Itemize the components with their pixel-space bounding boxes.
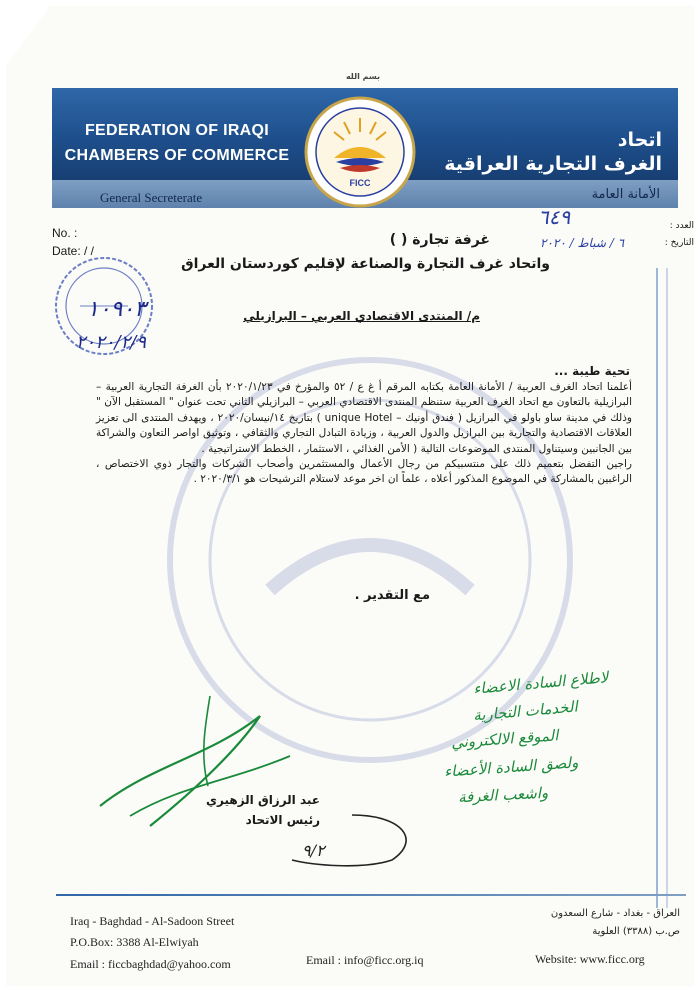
arabic-date-label: التاريخ :: [664, 238, 694, 248]
english-title: [62, 118, 292, 168]
arabic-subtitle: الأمانة العامة: [591, 187, 660, 202]
date-label: Date: / /: [52, 244, 95, 258]
english-subtitle: General Secreterate: [100, 190, 203, 205]
greeting: تحية طيبة ...: [554, 364, 630, 378]
body-paragraph-2: راجين التفضل بتعميم ذلك على منتسبيكم من رجال الأعمال والمستثمرين وأصحاب الشركات والتجار ذوي الاختصاص ، الراغبين بالمشاركة في الموضوع المذكور أعلاه ، علماً ان اخر موعد لاستلام الترشيحات هو ٢٠٢٠/٣/١ .: [96, 458, 632, 486]
right-margin-rule: [656, 268, 658, 908]
subject-line: م/ المنتدى الاقتصادي العربي – البرازيلي: [243, 309, 480, 323]
left-note-line2: ٢٠٢٠/٢/٩: [75, 332, 146, 353]
closing-line: مع التقدير .: [354, 588, 430, 603]
left-note-line1: ١٠٩٠٣: [86, 297, 146, 322]
folded-corner: [6, 6, 50, 66]
letter-body: [96, 380, 632, 488]
arabic-title-line2: الغرف التجارية العراقية: [444, 153, 662, 175]
signatory-title: رئيس الاتحاد: [245, 813, 320, 827]
arabic-number-label: العدد :: [669, 221, 694, 231]
footer-english-pobox: P.O.Box: 3388 Al-Elwiyah: [70, 935, 199, 949]
right-margin-rule-inner: [666, 268, 668, 908]
logo-top-text: بسم الله: [345, 72, 381, 81]
bottom-mark-text: ٩/٢: [302, 841, 325, 860]
note-line-2: الخدمات التجارية: [472, 697, 579, 725]
addressee-line1: غرفة تجارة ( ): [389, 232, 490, 248]
english-title-line2: CHAMBERS OF COMMERCE: [64, 147, 290, 164]
handwritten-date: ٦ / شباط / ٢٠٢٠: [540, 236, 625, 250]
arabic-title: [440, 128, 662, 176]
bottom-handwritten-mark: [282, 810, 432, 870]
footer-arabic-pobox: ص.ب (٣٣٨٨) العلوية: [592, 926, 680, 937]
footer-english-address: Iraq - Baghdad - Al-Sadoon Street: [70, 914, 235, 928]
note-line-3: الموقع الالكتروني: [450, 726, 559, 752]
footer-divider: [56, 894, 686, 896]
footer-english-email: Email : ficcbaghdad@yahoo.com: [70, 957, 231, 971]
handwritten-number: ٦٤٩: [538, 205, 571, 229]
addressee-line2: واتحاد غرف التجارة والصناعة لإقليم كوردستان العراق: [181, 256, 550, 272]
logo-label: FICC: [349, 178, 371, 188]
arabic-title-line1: اتحاد: [617, 129, 662, 151]
note-line-4: ولصق السادة الأعضاء: [443, 753, 579, 781]
english-title-line1: FEDERATION OF IRAQI: [84, 122, 270, 139]
footer-center-email: Email : info@ficc.org.iq: [306, 953, 424, 967]
footer-website: Website: www.ficc.org: [535, 952, 645, 966]
note-line-1: لاطلاع السادة الاعضاء: [472, 668, 609, 698]
handwritten-instruction-note: [388, 668, 638, 824]
left-handwritten-note: [18, 282, 158, 372]
body-paragraph-1: أعلمنا اتحاد الغرف العربية / الأمانة العامة بكتابه المرقم أ غ ع / ٥٢ والمؤرخ في ٢٠٢٠/١/٢٣ بأن الغرفة التجارية العربية – البرازيلية بالتعاون مع اتحاد الغرف العربية ستنظم المنتدى الاقتصادي العربي – البرازيلي الثاني تحت عنوان " المستقبل الآن " وذلك في مدينة ساو باولو في البرازيل ( فندق أونيك – unique Hotel ) بتاريخ ١٤/نيسان/٢٠٢٠ ، ويهدف المنتدى الى تعزيز العلاقات الاقتصادية والتجارية بين البرازيل والدول العربية ، وزيادة التبادل التجاري والثقافي ، وتوثيق اواصر التعاون والشراكة بين الجانبين وسيتناول المنتدى الموضوعات التالية ( الأمن الغذائي ، الاستثمار ، الخطط الاستراتيجية .: [96, 381, 632, 455]
signatory-name: عبد الرزاق الزهيري: [206, 793, 320, 807]
note-line-5: واشعب الغرفة: [457, 783, 549, 807]
ficc-logo-icon: [304, 96, 416, 208]
footer-arabic-address: العراق - بغداد - شارع السعدون: [550, 908, 680, 919]
number-label: No. :: [52, 226, 78, 240]
